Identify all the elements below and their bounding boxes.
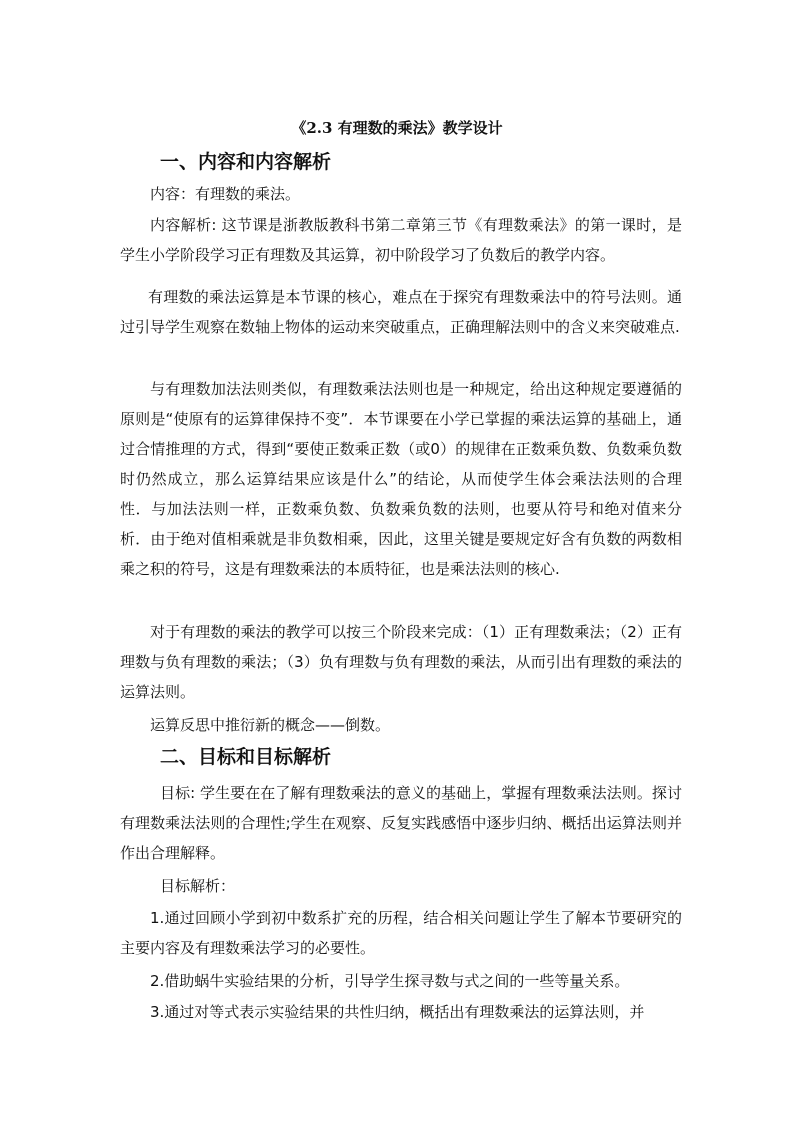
section-heading-content: 一、内容和内容解析 [160,151,332,173]
multiplication-rule-paragraph: 与有理数加法法则类似，有理数乘法法则也是一种规定，给出这种规定要遵循的原则是“使原有的运算律保持不变”．本节课要在小学已掌握的乘法运算的基础上，通过合情推理的方式，得到“要使正数乘正数（或0）的规律在正数乘负数、负数乘负数时仍然成立，那么运算结果应该是什么”的结论，从而使学生体会乘法法则的合理性．与加法法则一样，正数乘负数、负数乘负数的法则，也要从符号和绝对值来分析．由于绝对值相乘就是非负数相乘，因此，这里关键是要规定好含有负数的两数相乘之积的符号，这是有理数乘法的本质特征，也是乘法法则的核心. [120,380,682,578]
goal-item-1: 1.通过回顾小学到初中数系扩充的历程，结合相关问题让学生了解本节要研究的主要内容及有理数乘法学习的必要性。 [120,909,682,957]
goal-item-3: 3.通过对等式表示实验结果的共性归纳，概括出有理数乘法的运算法则，并 [150,1003,645,1021]
document-title: 《2.3 有理数的乘法》教学设计 [291,119,503,137]
core-difficulty-paragraph: 有理数的乘法运算是本节课的核心，难点在于探究有理数乘法中的符号法则。通过引导学生观察在数轴上物体的运动来突破重点，正确理解法则中的含义来突破难点. [120,288,682,336]
goal-item-2: 2.借助蜗牛实验结果的分析，引导学生探寻数与式之间的一些等量关系。 [150,972,630,990]
content-analysis-paragraph: 内容解析: 这节课是浙教版教科书第二章第三节《有理数乘法》的第一课时，是学生小学阶段学习正有理数及其运算，初中阶段学习了负数后的教学内容。 [120,216,682,264]
content-line: 内容：有理数的乘法。 [150,185,301,203]
goal-analysis-label: 目标解析： [160,877,236,895]
section-heading-goals: 二、目标和目标解析 [160,746,332,768]
teaching-stages-paragraph: 对于有理数的乘法的教学可以按三个阶段来完成：（1）正有理数乘法；（2）正有理数与负有理数的乘法；（3）负有理数与负有理数的乘法，从而引出有理数的乘法的运算法则。 [120,623,682,701]
goal-paragraph: 目标: 学生要在在了解有理数乘法的意义的基础上，掌握有理数乘法法则。探讨有理数乘法法则的合理性;学生在观察、反复实践感悟中逐步归纳、概括出运算法则并作出合理解释。 [120,784,682,862]
reciprocal-line: 运算反思中推衍新的概念——倒数。 [150,716,391,734]
